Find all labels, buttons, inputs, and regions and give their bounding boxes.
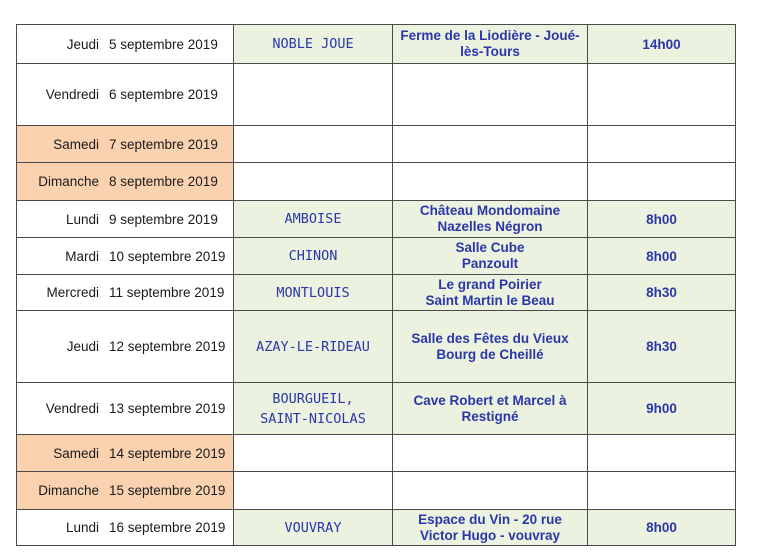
town-cell (234, 472, 393, 510)
day-name: Lundi (65, 211, 99, 227)
table-row (17, 25, 736, 64)
time-cell: 8h30 (588, 275, 736, 311)
date-cell (17, 238, 234, 275)
time-cell (588, 472, 736, 510)
date-cell (17, 472, 234, 510)
town-cell (234, 311, 393, 383)
time-cell (588, 64, 736, 126)
day-name: Dimanche (38, 174, 99, 189)
date-text: 7 septembre 2019 (109, 136, 218, 152)
time-cell: 8h00 (588, 510, 736, 546)
day-name: Jeudi (66, 339, 99, 354)
place-cell (393, 163, 588, 201)
place-line: Ferme de la Liodière - Joué- (400, 28, 580, 43)
date-cell (17, 64, 234, 126)
date-wrapper (21, 37, 229, 52)
date-cell (17, 311, 234, 383)
time-cell: 14h00 (588, 25, 736, 64)
town-cell (234, 435, 393, 472)
day-name: Lundi (65, 520, 99, 535)
date-wrapper (21, 285, 229, 300)
day-name: Samedi (53, 445, 99, 461)
time-cell (588, 163, 736, 201)
town-line: VOUVRAY (284, 519, 342, 536)
place-line: Le grand Poirier (438, 276, 542, 292)
place-cell (393, 25, 588, 64)
place-line: Espace du Vin - 20 rue (418, 511, 562, 527)
time-cell: 9h00 (588, 383, 736, 435)
place-line: lès-Tours (460, 44, 520, 59)
place-line: Cave Robert et Marcel à (413, 392, 567, 408)
town-line: AZAY-LE-RIDEAU (256, 338, 370, 355)
place-line: Salle des Fêtes du Vieux (411, 330, 569, 346)
place-line: Château Mondomaine (419, 203, 561, 218)
date-cell (17, 126, 234, 163)
day-name: Mardi (65, 248, 99, 264)
town-cell (234, 25, 393, 64)
place-cell (393, 311, 588, 383)
town-cell (234, 510, 393, 546)
table-row (17, 510, 736, 546)
town-line: NOBLE JOUE (272, 36, 354, 52)
date-wrapper (21, 339, 229, 354)
date-cell (17, 435, 234, 472)
place-line: Bourg de Cheillé (436, 346, 544, 362)
date-cell (17, 275, 234, 311)
day-name: Dimanche (38, 483, 99, 498)
date-text: 14 septembre 2019 (109, 445, 226, 461)
date-text: 15 septembre 2019 (109, 483, 226, 498)
date-text: 11 septembre 2019 (109, 285, 225, 300)
town-line: AMBOISE (284, 211, 342, 227)
date-text: 10 septembre 2019 (109, 248, 226, 264)
date-text: 5 septembre 2019 (109, 36, 218, 52)
date-text: 16 septembre 2019 (109, 520, 226, 535)
date-text: 6 septembre 2019 (109, 87, 218, 102)
schedule-body (17, 25, 736, 546)
place-line: Restigné (461, 408, 519, 424)
date-cell (17, 25, 234, 64)
place-cell (393, 275, 588, 311)
date-cell (17, 510, 234, 546)
place-cell (393, 238, 588, 275)
town-cell (234, 126, 393, 163)
table-row (17, 275, 736, 311)
town-line: SAINT-NICOLAS (260, 410, 366, 427)
date-wrapper (21, 87, 229, 102)
place-cell (393, 201, 588, 238)
date-wrapper (21, 174, 229, 189)
date-text: 13 septembre 2019 (109, 401, 226, 416)
table-row (17, 201, 736, 238)
table-row (17, 435, 736, 472)
place-line: Nazelles Négron (437, 219, 543, 234)
table-row (17, 163, 736, 201)
place-cell (393, 510, 588, 546)
table-row (17, 64, 736, 126)
town-line: CHINON (288, 248, 338, 264)
town-cell (234, 64, 393, 126)
place-line: Salle Cube (455, 240, 525, 255)
date-wrapper (21, 483, 229, 498)
day-name: Samedi (53, 136, 99, 152)
table-row (17, 472, 736, 510)
date-cell (17, 163, 234, 201)
table-row (17, 383, 736, 435)
place-cell (393, 64, 588, 126)
day-name: Mercredi (46, 285, 99, 300)
date-text: 8 septembre 2019 (109, 174, 218, 189)
town-cell (234, 383, 393, 435)
date-text: 12 septembre 2019 (109, 339, 226, 354)
place-cell (393, 472, 588, 510)
date-cell (17, 201, 234, 238)
place-cell (393, 383, 588, 435)
place-line: Victor Hugo - vouvray (419, 527, 561, 543)
date-wrapper (21, 401, 229, 416)
place-cell (393, 126, 588, 163)
date-wrapper (21, 249, 229, 264)
date-wrapper (21, 520, 229, 535)
time-cell (588, 126, 736, 163)
town-line: BOURGUEIL, (272, 390, 354, 407)
town-cell (234, 163, 393, 201)
date-wrapper (21, 446, 229, 461)
date-text: 9 septembre 2019 (109, 211, 218, 227)
time-cell: 8h30 (588, 311, 736, 383)
day-name: Vendredi (45, 87, 99, 102)
time-cell: 8h00 (588, 201, 736, 238)
date-wrapper (21, 137, 229, 152)
town-cell (234, 238, 393, 275)
town-line: MONTLOUIS (276, 284, 350, 301)
town-cell (234, 275, 393, 311)
day-name: Jeudi (66, 36, 99, 52)
day-name: Vendredi (45, 401, 99, 416)
place-line: Saint Martin le Beau (425, 292, 555, 308)
table-row (17, 126, 736, 163)
place-line: Panzoult (461, 256, 519, 271)
town-cell (234, 201, 393, 238)
schedule-table (16, 24, 736, 546)
table-row (17, 311, 736, 383)
place-cell (393, 435, 588, 472)
date-wrapper (21, 212, 229, 227)
date-cell (17, 383, 234, 435)
table-row (17, 238, 736, 275)
time-cell: 8h00 (588, 238, 736, 275)
time-cell (588, 435, 736, 472)
